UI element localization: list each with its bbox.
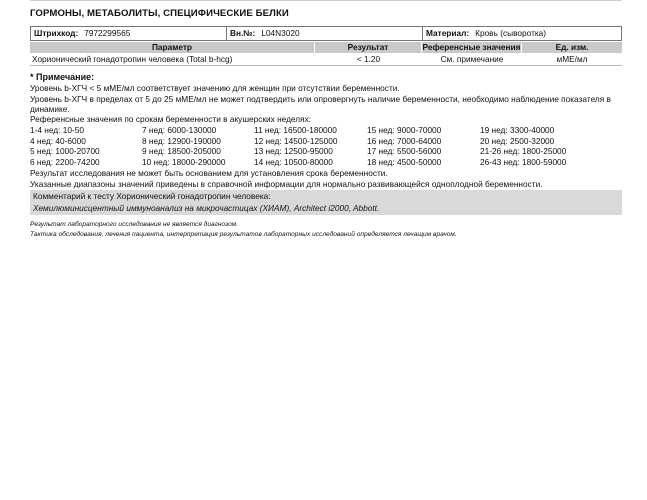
footer-disclaimer — [30, 220, 622, 240]
weeks-cell: 5 нед: 1000-20700 — [30, 146, 100, 157]
unit-value: мМЕ/мл — [556, 54, 588, 64]
sample-meta-row — [30, 26, 622, 41]
weeks-cell: 16 нед: 7000-64000 — [367, 135, 442, 146]
weeks-cell: 15 нед: 9000-70000 — [367, 125, 442, 136]
weeks-cell: 13 нед: 12500-95000 — [254, 146, 333, 157]
barcode-value: 7972299565 — [84, 28, 131, 38]
weeks-reference-grid — [30, 125, 622, 168]
section-title: ГОРМОНЫ, МЕТАБОЛИТЫ, СПЕЦИФИЧЕСКИЕ БЕЛКИ — [30, 8, 289, 19]
weeks-cell: 8 нед: 12900-190000 — [142, 135, 221, 146]
weeks-cell: 21-26 нед: 1800-25000 — [480, 146, 567, 157]
internal-number-cell — [227, 27, 423, 40]
comment-title: Комментарий к тесту Хорионический гонадотропин человека: — [33, 191, 271, 202]
footer-line-1: Результат лабораторного исследования не является диагнозом. — [30, 221, 239, 229]
note-title: * Примечание: — [30, 72, 95, 82]
result-value: < 1.20 — [356, 54, 381, 64]
weeks-cell: 14 нед: 10500-80000 — [254, 157, 333, 168]
material-value: Кровь (сыворотка) — [475, 28, 547, 38]
header-parameter: Параметр — [30, 42, 315, 53]
weeks-cell: 20 нед: 2500-32000 — [480, 135, 555, 146]
weeks-cell: 12 нед: 14500-125000 — [254, 135, 338, 146]
weeks-cell: 6 нед: 2200-74200 — [30, 157, 100, 168]
reference-value: См. примечание — [440, 54, 504, 64]
weeks-cell: 17 нед: 5500-56000 — [367, 146, 442, 157]
barcode-cell — [31, 27, 227, 40]
internal-number-label: Вн.№: — [230, 28, 256, 38]
weeks-cell: 1-4 нед: 10-50 — [30, 125, 84, 136]
weeks-cell: 18 нед: 4500-50000 — [367, 157, 442, 168]
header-unit: Ед. изм. — [555, 42, 589, 52]
barcode-label: Штрихкод: — [34, 28, 79, 38]
weeks-cell: 9 нед: 18500-205000 — [142, 146, 221, 157]
test-comment-box — [30, 190, 622, 215]
table-row — [30, 53, 622, 66]
weeks-cell: 26-43 нед: 1800-59000 — [480, 157, 567, 168]
parameter-name: Хорионический гонадотропин человека (Total b-hcg) — [32, 54, 233, 64]
note-line-3: Референсные значения по срокам беременности в акушерских неделях: — [30, 114, 312, 125]
note-line-1: Уровень b-ХГЧ < 5 мМЕ/мл соответствует значению для женщин при отсутствии беременности. — [30, 83, 400, 93]
note-line-4: Результат исследования не может быть основанием для установления срока беременности. — [30, 167, 388, 178]
results-table-header — [30, 42, 622, 53]
footer-line-2: Тактика обследования, лечения пациента, интерпретация результатов лабораторных исследований определяется лечащим врачом. — [30, 231, 457, 239]
internal-number-value: L04N3020 — [261, 28, 300, 38]
weeks-cell: 10 нед: 18000-290000 — [142, 157, 226, 168]
comment-method: Хемилюминисцентный иммуноанализ на микрочастицах (ХИАМ), Architect i2000, Abbott. — [33, 203, 380, 214]
weeks-cell: 7 нед: 6000-130000 — [142, 125, 217, 136]
note-line-5: Указанные диапазоны значений приведены в справочной информации для нормально развивающейся одноплодной беременности. — [30, 178, 543, 189]
header-result: Результат — [315, 42, 422, 53]
note-line-2: Уровень b-ХГЧ в пределах от 5 до 25 мМЕ/мл не может подтвердить или опровергнуть наличие беременности, необходимо наблюдение показателя в динамике. — [30, 93, 611, 115]
weeks-cell: 11 нед: 16500-180000 — [254, 125, 337, 136]
lab-report — [30, 0, 622, 240]
header-reference: Референсные значения — [422, 42, 521, 52]
material-label: Материал: — [426, 28, 470, 38]
weeks-cell: 19 нед: 3300-40000 — [480, 125, 555, 136]
top-divider — [30, 0, 622, 1]
material-cell — [423, 27, 623, 40]
weeks-cell: 4 нед: 40-6000 — [30, 135, 86, 146]
